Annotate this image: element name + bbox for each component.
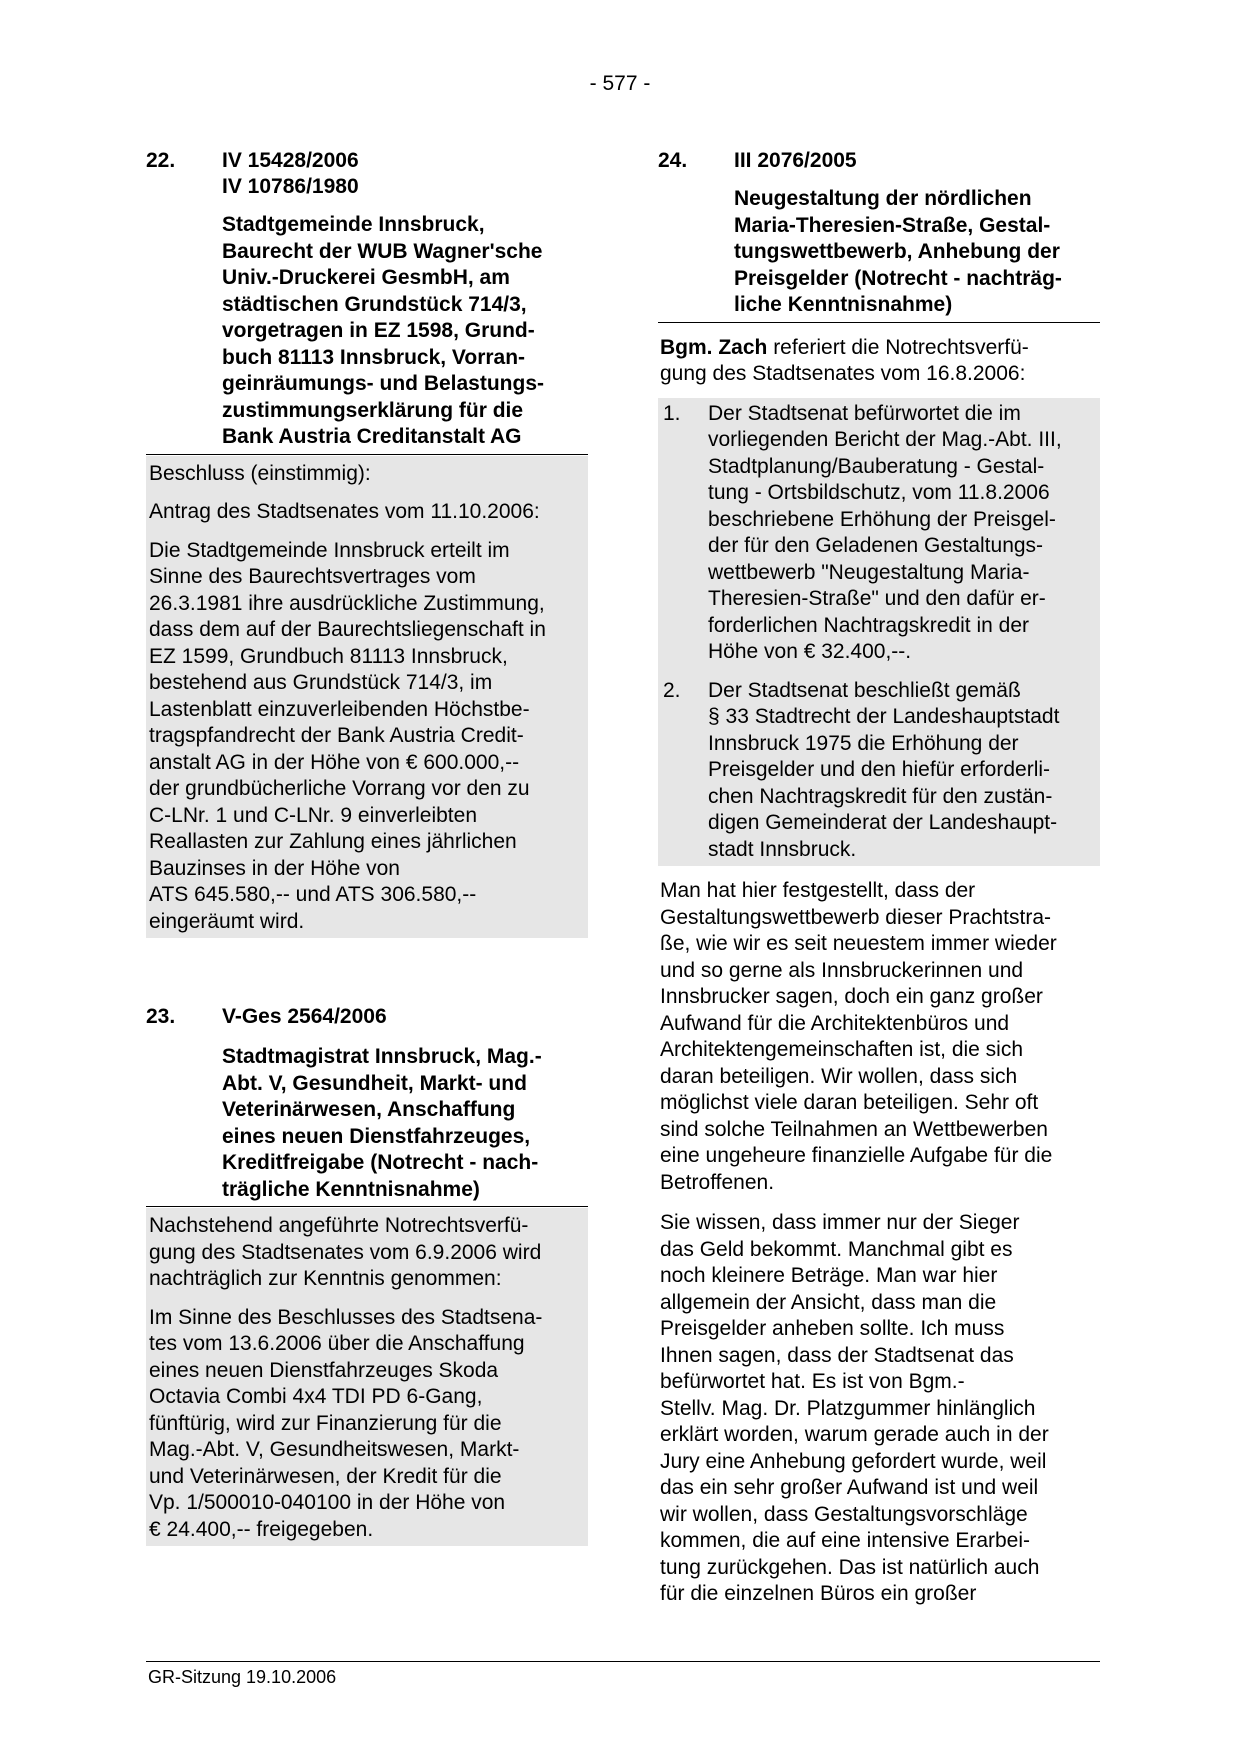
text-line: Man hat hier festgestellt, dass der bbox=[660, 879, 976, 902]
text-line: Architektengemeinschaften ist, die sich bbox=[660, 1038, 1024, 1061]
title-line: Maria-Theresien-Straße, Gestal- bbox=[734, 213, 1051, 237]
title-line: Stadtmagistrat Innsbruck, Mag.- bbox=[222, 1045, 542, 1068]
text-line: wir wollen, dass Gestaltungsvorschläge bbox=[660, 1502, 1028, 1526]
text-line: Theresien-Straße" und den dafür er- bbox=[708, 587, 1046, 610]
file-reference: V-Ges 2564/2006 bbox=[222, 1005, 387, 1028]
item-header bbox=[146, 1004, 588, 1030]
list-number: 1. bbox=[663, 401, 681, 425]
title-line: vorgetragen in EZ 1598, Grund- bbox=[222, 319, 535, 342]
text-line: Stadtplanung/Bauberatung - Gestal- bbox=[708, 454, 1045, 478]
text-line: Gestaltungswettbewerb dieser Prachtstra- bbox=[660, 905, 1052, 929]
title-line: liche Kenntnisnahme) bbox=[734, 293, 953, 316]
agenda-item-23 bbox=[146, 1004, 588, 1546]
title-line: Baurecht der WUB Wagner'sche bbox=[222, 239, 543, 263]
text-line: Höhe von € 32.400,--. bbox=[708, 640, 912, 663]
file-reference: IV 10786/1980 bbox=[222, 175, 359, 198]
text-line: sind solche Teilnahmen an Wettbewerben bbox=[660, 1117, 1048, 1141]
text-line: Der Stadtsenat beschließt gemäß bbox=[708, 678, 1021, 702]
item-title bbox=[222, 212, 588, 453]
text-line: Betroffenen. bbox=[660, 1170, 775, 1194]
text-line: Octavia Combi 4x4 TDI PD 6-Gang, bbox=[149, 1385, 483, 1408]
text-line: Sinne des Baurechtsvertrages vom bbox=[149, 565, 476, 588]
title-line: Veterinärwesen, Anschaffung bbox=[222, 1098, 516, 1121]
text-line: das Geld bekommt. Manchmal gibt es bbox=[660, 1237, 1013, 1261]
title-line: tungswettbewerb, Anhebung der bbox=[734, 240, 1060, 263]
text-line: kommen, die auf eine intensive Erarbei- bbox=[660, 1529, 1031, 1552]
text-line: C-LNr. 1 und C-LNr. 9 einverleibten bbox=[149, 803, 477, 827]
title-line: Preisgelder (Notrecht - nachträg- bbox=[734, 266, 1062, 290]
file-reference: III 2076/2005 bbox=[734, 149, 857, 172]
speech-paragraph bbox=[660, 1210, 1098, 1608]
text-line: chen Nachtragskredit für den zustän- bbox=[708, 784, 1053, 808]
title-line: Abt. V, Gesundheit, Markt- und bbox=[222, 1071, 527, 1095]
text-line: und Veterinärwesen, der Kredit für die bbox=[149, 1464, 502, 1488]
resolution-text bbox=[149, 538, 586, 936]
agenda-item-24 bbox=[658, 148, 1100, 1608]
resolution-label: Beschluss (einstimmig): bbox=[149, 461, 371, 485]
agenda-item-22 bbox=[146, 148, 588, 938]
list-item bbox=[661, 401, 1098, 666]
text-line: erklärt worden, warum gerade auch in der bbox=[660, 1423, 1049, 1446]
text-line: Die Stadtgemeinde Innsbruck erteilt im bbox=[149, 538, 510, 562]
motion-label: Antrag des Stadtsenates vom 11.10.2006: bbox=[149, 500, 540, 523]
text-line: ße, wie wir es seit neuestem immer wieder bbox=[660, 932, 1057, 955]
text-line: gung des Stadtsenates vom 6.9.2006 wird bbox=[149, 1240, 542, 1264]
resolution-block bbox=[658, 398, 1100, 867]
text-line: Innsbruck 1975 die Erhöhung der bbox=[708, 731, 1019, 755]
intro-text bbox=[658, 323, 1100, 388]
text-line bbox=[660, 335, 1098, 362]
text-line: für die einzelnen Büros ein großer bbox=[660, 1582, 977, 1605]
text-line: noch kleinere Beträge. Man war hier bbox=[660, 1264, 998, 1287]
text-line: möglichst viele daran beteiligen. Sehr oft bbox=[660, 1091, 1039, 1114]
text-line: eine ungeheure finanzielle Aufgabe für die bbox=[660, 1144, 1053, 1167]
text-line: EZ 1599, Grundbuch 81113 Innsbruck, bbox=[149, 644, 508, 668]
text-line: eines neuen Dienstfahrzeuges Skoda bbox=[149, 1358, 499, 1382]
text-line: Vp. 1/500010-040100 in der Höhe von bbox=[149, 1491, 506, 1514]
item-number: 22. bbox=[146, 149, 176, 172]
speaker-name: Bgm. Zach bbox=[660, 335, 768, 359]
title-line: buch 81113 Innsbruck, Vorran- bbox=[222, 345, 526, 369]
title-line: Univ.-Druckerei GesmbH, am bbox=[222, 266, 510, 289]
text-line: ATS 645.580,-- und ATS 306.580,-- bbox=[149, 883, 477, 906]
item-title bbox=[734, 186, 1100, 321]
right-column bbox=[658, 148, 1100, 1620]
text-line: Stellv. Mag. Dr. Platzgummer hinlänglich bbox=[660, 1396, 1036, 1420]
resolution-text bbox=[149, 1305, 586, 1544]
text-line: tung - Ortsbildschutz, vom 11.8.2006 bbox=[708, 481, 1050, 504]
text-line: Der Stadtsenat befürwortet die im bbox=[708, 401, 1021, 425]
page-number: - 577 - bbox=[589, 72, 651, 95]
resolution-block bbox=[146, 456, 588, 939]
text-line: gung des Stadtsenates vom 16.8.2006: bbox=[660, 362, 1026, 385]
text-line: tragspfandrecht der Bank Austria Credit- bbox=[149, 724, 524, 747]
text-line: Lastenblatt einzuverleibenden Höchstbe- bbox=[149, 697, 530, 721]
title-line: zustimmungserklärung für die bbox=[222, 398, 524, 422]
title-line: eines neuen Dienstfahrzeuges, bbox=[222, 1124, 531, 1148]
list-number: 2. bbox=[663, 678, 681, 702]
text-line: das ein sehr großer Aufwand ist und weil bbox=[660, 1476, 1039, 1499]
title-line: städtischen Grundstück 714/3, bbox=[222, 292, 527, 316]
title-line: Stadtgemeinde Innsbruck, bbox=[222, 213, 485, 236]
divider bbox=[146, 454, 588, 455]
text-line: tes vom 13.6.2006 über die Anschaffung bbox=[149, 1332, 525, 1355]
file-reference: IV 15428/2006 bbox=[222, 149, 359, 172]
item-number: 24. bbox=[658, 149, 688, 172]
intro-text bbox=[149, 1213, 586, 1293]
text-line: allgemein der Ansicht, dass man die bbox=[660, 1290, 997, 1314]
text-line: 26.3.1981 ihre ausdrückliche Zustimmung, bbox=[149, 591, 545, 615]
speech-text bbox=[658, 866, 1100, 1608]
text-line: Bauzinses in der Höhe von bbox=[149, 856, 400, 880]
divider bbox=[146, 1206, 588, 1207]
title-line: Neugestaltung der nördlichen bbox=[734, 187, 1032, 210]
footer-session-date: GR-Sitzung 19.10.2006 bbox=[148, 1667, 337, 1687]
text-line: und so gerne als Innsbruckerinnen und bbox=[660, 958, 1024, 982]
text-line: § 33 Stadtrecht der Landeshauptstadt bbox=[708, 705, 1060, 728]
text-line: Preisgelder und den hiefür erforderli- bbox=[708, 758, 1051, 781]
text-line: wettbewerb "Neugestaltung Maria- bbox=[708, 560, 1030, 584]
text-line: Reallasten zur Zahlung eines jährlichen bbox=[149, 830, 517, 853]
text-line: bestehend aus Grundstück 714/3, im bbox=[149, 671, 493, 694]
text-line: der für den Geladenen Gestaltungs- bbox=[708, 534, 1044, 557]
text-line: forderlichen Nachtragskredit in der bbox=[708, 613, 1029, 637]
text-line: Aufwand für die Architektenbüros und bbox=[660, 1011, 1010, 1035]
text-line: Mag.-Abt. V, Gesundheitswesen, Markt- bbox=[149, 1438, 520, 1461]
left-column bbox=[146, 148, 588, 1546]
text-line: daran beteiligen. Wir wollen, dass sich bbox=[660, 1064, 1018, 1088]
text-line: nachträglich zur Kenntnis genommen: bbox=[149, 1267, 502, 1290]
title-line: Kreditfreigabe (Notrecht - nach- bbox=[222, 1151, 539, 1174]
text-line: Jury eine Anhebung gefordert wurde, weil bbox=[660, 1449, 1047, 1473]
item-header bbox=[658, 148, 1100, 174]
list-item bbox=[661, 678, 1098, 864]
text-line: Sie wissen, dass immer nur der Sieger bbox=[660, 1211, 1020, 1234]
item-header bbox=[146, 148, 588, 200]
speech-paragraph bbox=[660, 878, 1098, 1196]
text-line: Preisgelder anheben sollte. Ich muss bbox=[660, 1317, 1005, 1340]
text-line: Im Sinne des Beschlusses des Stadtsena- bbox=[149, 1305, 543, 1329]
resolution-block bbox=[146, 1208, 588, 1546]
text-line: tung zurückgehen. Das ist natürlich auch bbox=[660, 1555, 1040, 1579]
item-number: 23. bbox=[146, 1005, 176, 1028]
text-line: vorliegenden Bericht der Mag.-Abt. III, bbox=[708, 428, 1062, 451]
text-line: fünftürig, wird zur Finanzierung für die bbox=[149, 1411, 502, 1435]
footer-divider bbox=[146, 1661, 1100, 1662]
text-line: Nachstehend angeführte Notrechtsverfü- bbox=[149, 1214, 529, 1237]
intro-rest: referiert die Notrechtsverfü- bbox=[767, 335, 1029, 359]
text-line: der grundbücherliche Vorrang vor den zu bbox=[149, 777, 530, 800]
text-line: anstalt AG in der Höhe von € 600.000,-- bbox=[149, 750, 520, 774]
text-line: € 24.400,-- freigegeben. bbox=[149, 1517, 374, 1541]
text-line: dass dem auf der Baurechtsliegenschaft in bbox=[149, 618, 546, 641]
title-line: Bank Austria Creditanstalt AG bbox=[222, 425, 522, 448]
text-line: befürwortet hat. Es ist von Bgm.- bbox=[660, 1370, 965, 1393]
item-title bbox=[222, 1044, 588, 1205]
text-line: stadt Innsbruck. bbox=[708, 837, 857, 861]
text-line: eingeräumt wird. bbox=[149, 909, 305, 933]
text-line: Ihnen sagen, dass der Stadtsenat das bbox=[660, 1343, 1014, 1367]
title-line: trägliche Kenntnisnahme) bbox=[222, 1177, 480, 1201]
text-line: digen Gemeinderat der Landeshaupt- bbox=[708, 811, 1058, 834]
title-line: geinräumungs- und Belastungs- bbox=[222, 372, 545, 395]
text-line: beschriebene Erhöhung der Preisgel- bbox=[708, 507, 1056, 531]
text-line: Innsbrucker sagen, doch ein ganz großer bbox=[660, 985, 1043, 1008]
